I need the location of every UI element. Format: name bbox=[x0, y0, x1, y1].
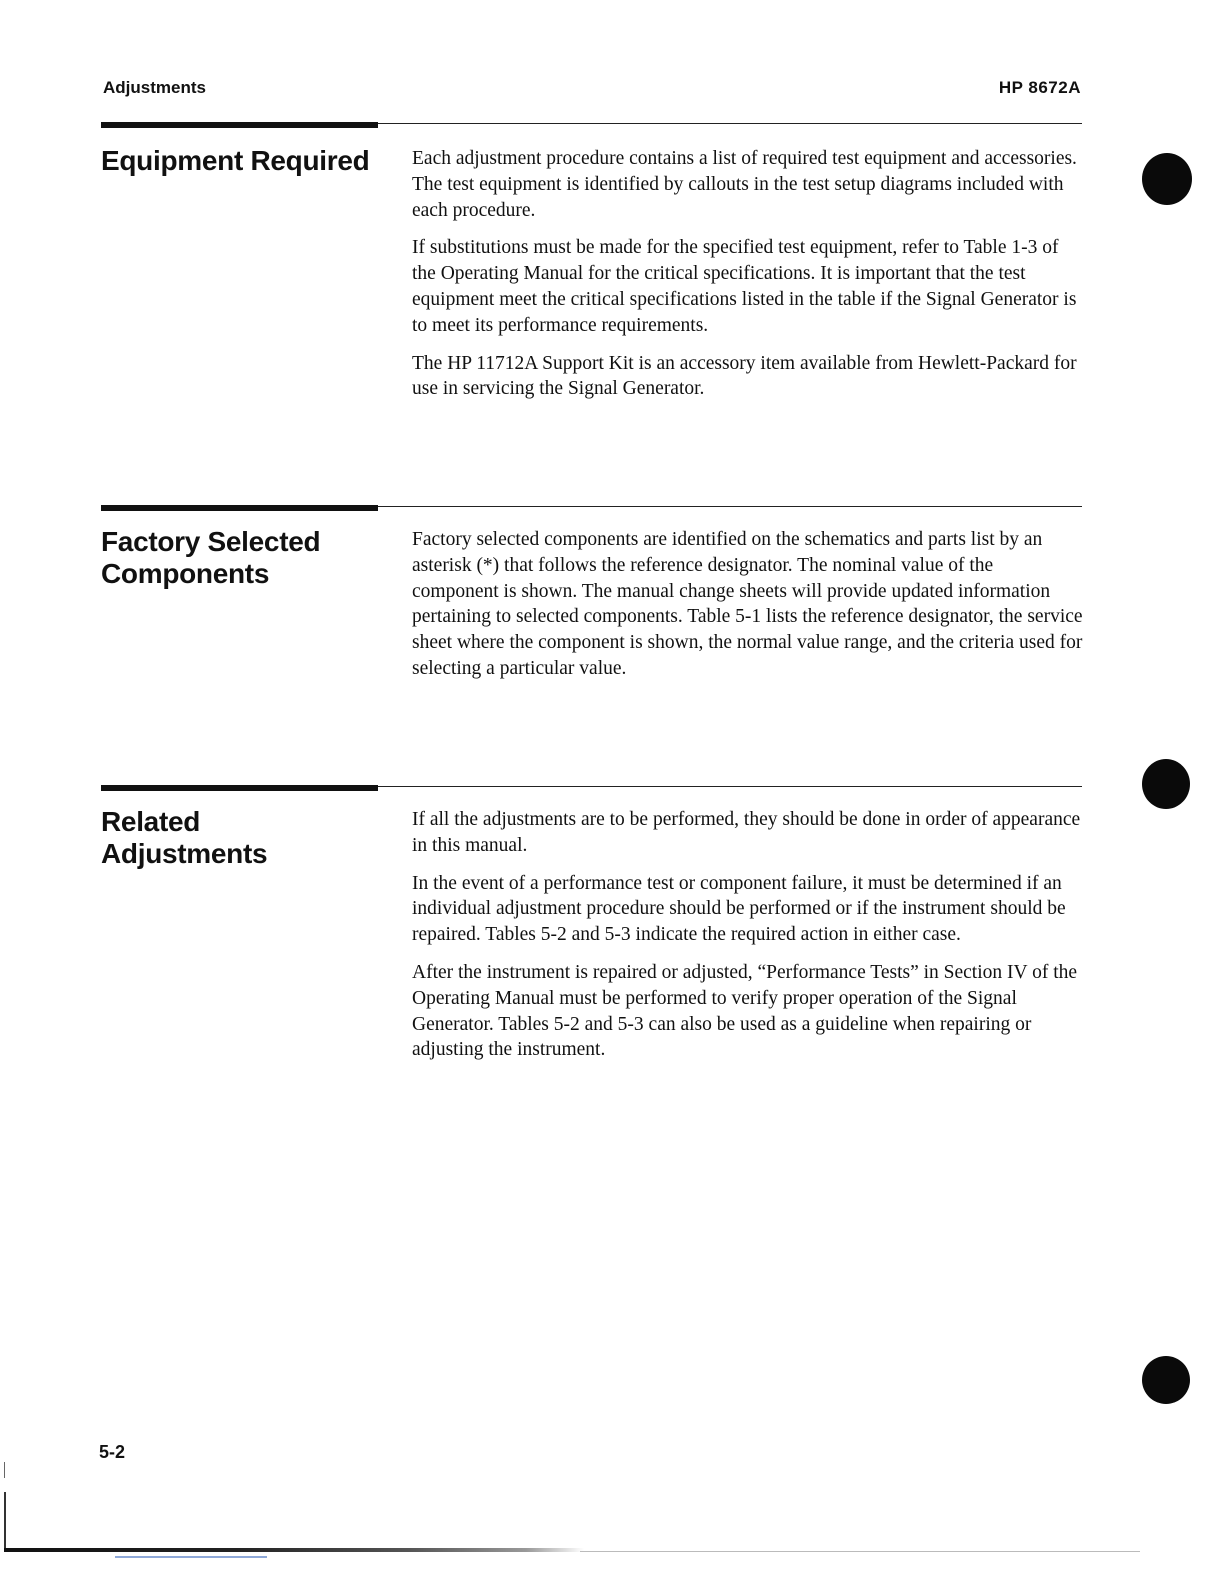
section-title-related-adjustments bbox=[101, 806, 391, 870]
paragraph: The HP 11712A Support Kit is an accessory item available from Hewlett-Packard for use in servicing the Signal Generator. bbox=[412, 352, 1077, 400]
scan-edge-mark bbox=[580, 1551, 1140, 1552]
paragraph: If substitutions must be made for the specified test equipment, refer to Table 1-3 of the Operating Manual for the critical specifications. It is important that the test equipment meet the critical specifications listed in the table if the Signal Generator is to meet its performance requirements. bbox=[412, 237, 1077, 336]
page-number: 5-2 bbox=[99, 1442, 126, 1462]
paragraph: Each adjustment procedure contains a list of required test equipment and accessories. The test equipment is identified by callouts in the test setup diagrams included with each procedure. bbox=[412, 148, 1077, 221]
title-line: Components bbox=[101, 558, 270, 589]
paragraph: Factory selected components are identified on the schematics and parts list by an asterisk (*) that follows the reference designator. The nominal value of the component is shown. The manual change sheets will provide updated information pertaining to selected components. Table 5-1 lists the reference designator, the service sheet where the component is shown, the normal value range, and the criteria used for selecting a particular value. bbox=[412, 529, 1083, 679]
section-rule-thick bbox=[101, 505, 378, 511]
title-line: Adjustments bbox=[101, 838, 268, 869]
scan-edge-mark bbox=[4, 1492, 6, 1550]
title-line: Factory Selected bbox=[101, 526, 321, 557]
section-body-factory-selected-components bbox=[412, 527, 1084, 694]
section-title-factory-selected-components bbox=[101, 526, 391, 590]
paragraph: In the event of a performance test or component failure, it must be determined if an individual adjustment procedure should be performed or if the instrument should be repaired. Tables 5-2 and 5-3 indicate the required action in either case. bbox=[412, 872, 1066, 946]
paragraph: After the instrument is repaired or adjusted, “Performance Tests” in Section IV of the Operating Manual must be performed to verify proper operation of the Signal Generator. Tables 5-2 and 5-3 can also be used as a guideline when repairing or adjusting the instrument. bbox=[412, 961, 1078, 1061]
section-rule-thin bbox=[378, 123, 1082, 124]
section-body-related-adjustments bbox=[412, 807, 1084, 1075]
punch-hole bbox=[1142, 1356, 1190, 1404]
running-header-model: HP 8672A bbox=[998, 78, 1081, 97]
scan-edge-mark bbox=[4, 1462, 5, 1478]
scan-edge-mark bbox=[115, 1556, 267, 1558]
section-rule-thick bbox=[101, 785, 378, 791]
paragraph: If all the adjustments are to be performed, they should be done in order of appearance in this manual. bbox=[412, 809, 1081, 856]
title-line: Related bbox=[101, 806, 201, 837]
section-title-equipment-required: Equipment Required bbox=[101, 145, 370, 176]
punch-hole bbox=[1142, 153, 1192, 205]
section-rule-thin bbox=[378, 506, 1082, 507]
running-header-section: Adjustments bbox=[103, 78, 206, 97]
section-body-equipment-required bbox=[412, 146, 1084, 414]
section-rule-thick bbox=[101, 122, 378, 128]
punch-hole bbox=[1142, 759, 1190, 809]
scan-edge-mark bbox=[4, 1548, 584, 1552]
section-rule-thin bbox=[378, 786, 1082, 787]
